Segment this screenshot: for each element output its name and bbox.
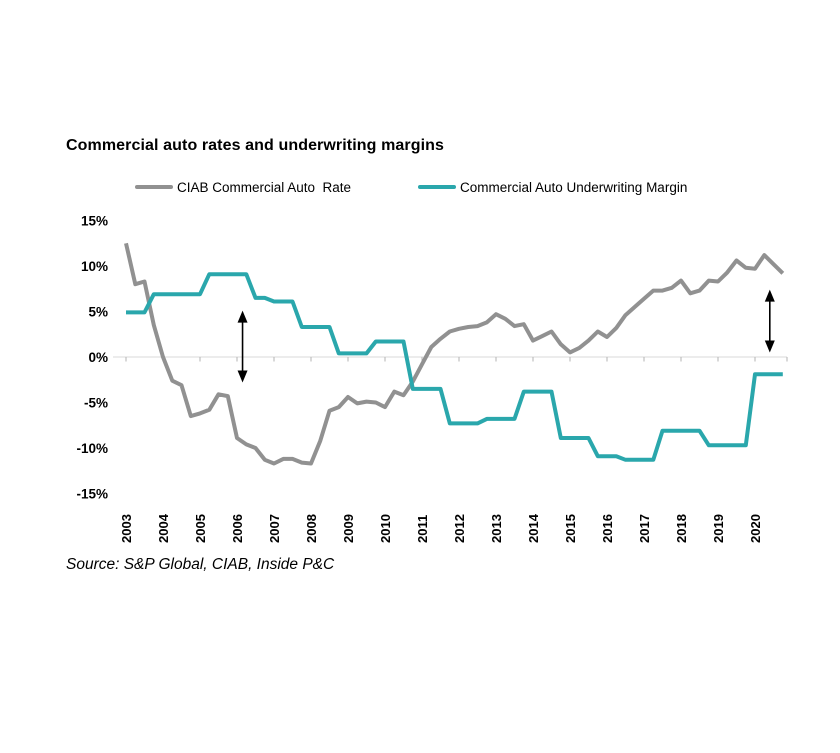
x-tick-label-2011: 2011	[415, 514, 430, 543]
gap-arrow-2	[765, 290, 775, 353]
x-tick-label-2017: 2017	[637, 514, 652, 543]
x-tick-label-2006: 2006	[230, 514, 245, 543]
x-tick-label-2008: 2008	[304, 514, 319, 543]
source-note: Source: S&P Global, CIAB, Inside P&C	[66, 556, 335, 573]
x-tick-label-2005: 2005	[193, 514, 208, 543]
x-tick-label-2013: 2013	[489, 514, 504, 543]
x-tick-label-2014: 2014	[526, 514, 541, 543]
y-tick-label: 0%	[88, 350, 108, 365]
x-tick-label-2015: 2015	[563, 514, 578, 543]
y-tick-label: 10%	[80, 259, 108, 274]
y-tick-label: 5%	[88, 304, 108, 320]
legend-label-ciab-rate: CIAB Commercial Auto Rate	[177, 179, 352, 195]
x-tick-label-2004: 2004	[156, 514, 171, 543]
x-tick-label-2009: 2009	[341, 514, 356, 543]
x-tick-label-2018: 2018	[674, 514, 689, 543]
x-tick-label-2020: 2020	[748, 514, 763, 543]
legend-label-underwriting-margin: Commercial Auto Underwriting Margin	[460, 179, 688, 195]
x-tick-label-2016: 2016	[600, 514, 615, 543]
x-tick-label-2012: 2012	[452, 514, 467, 543]
x-tick-label-2007: 2007	[267, 514, 282, 543]
chart-title: Commercial auto rates and underwriting margins	[66, 137, 445, 154]
y-tick-label: -15%	[76, 486, 108, 502]
gap-arrow-1	[238, 311, 248, 383]
y-tick-label: -5%	[83, 395, 108, 411]
y-tick-label: -10%	[76, 441, 108, 456]
series-line-underwriting-margin	[126, 274, 783, 460]
x-tick-label-2003: 2003	[119, 514, 134, 543]
x-tick-label-2019: 2019	[711, 514, 726, 543]
y-tick-label: 15%	[80, 213, 108, 229]
x-tick-label-2010: 2010	[378, 514, 393, 543]
